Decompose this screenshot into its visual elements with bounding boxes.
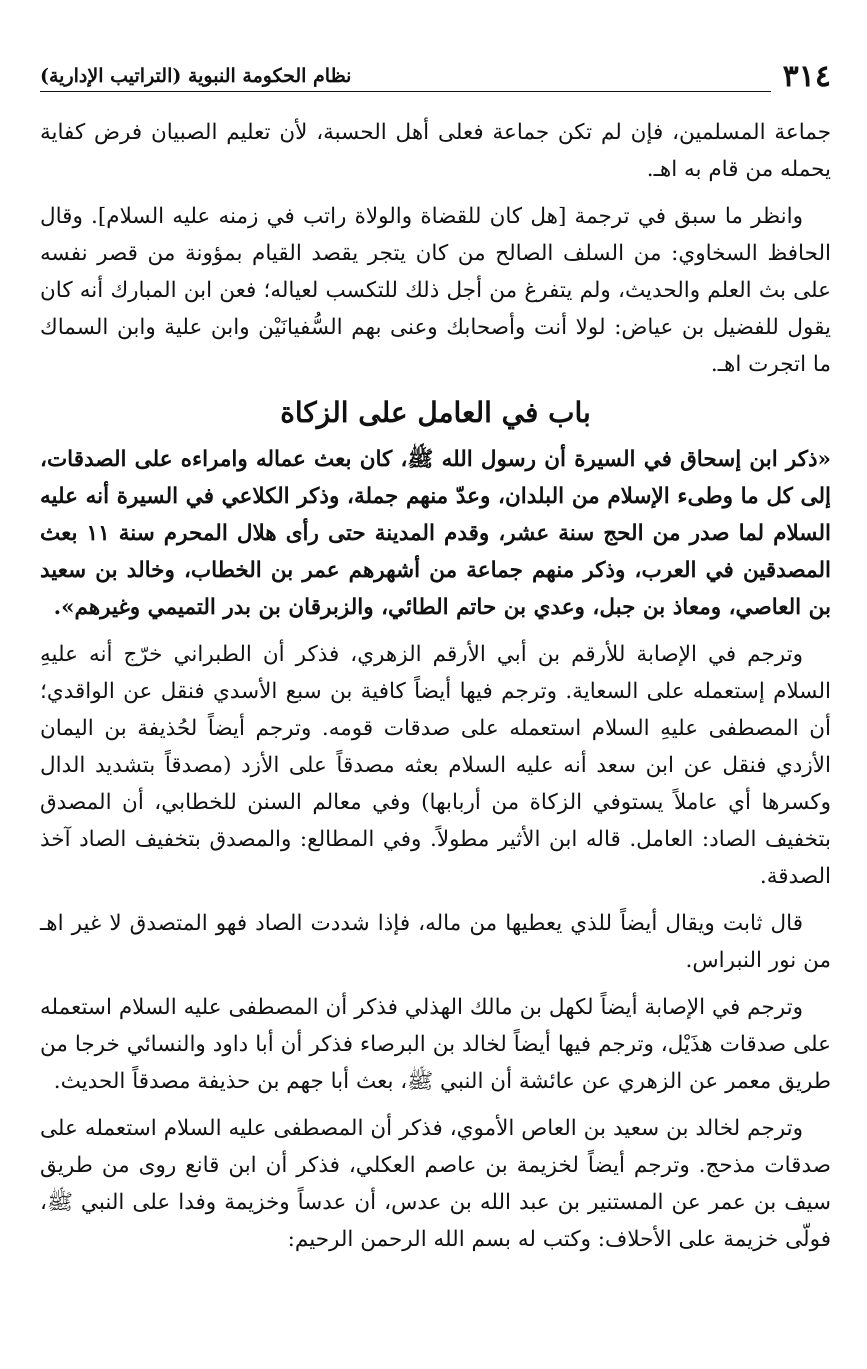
page-body	[40, 114, 831, 1258]
paragraph-1: جماعة المسلمين، فإن لم تكن جماعة فعلى أهل الحسبة، لأن تعليم الصبيان فرض كفاية يحمله من قام به اهـ.	[40, 120, 831, 182]
paragraph-3: وترجم في الإصابة للأرقم بن أبي الأرقم الزهري، فذكر أن الطبراني خرّج أنه عليهِ السلام إستعمله على السعاية. وترجم فيها أيضاً كافية بن سبع الأسدي فنقل عن الواقدي؛ أن المصطفى عليهِ السلام استعمله على صدقات قومه. وترجم أيضاً لحُذيفة بن اليمان الأزدي فنقل عن ابن سعد أنه عليه السلام بعثه مصدقاً على الأزد (مصدقاً بتشديد الدال وكسرها أي عاملاً يستوفي الزكاة من أربابها) وفي معالم السنن للخطابي، أن المصدق بتخفيف الصاد: العامل. قاله ابن الأثير مطولاً. وفي المطالع: والمصدق بتخفيف الصاد آخذ الصدقة.	[40, 642, 831, 889]
page-number: ٣١٤	[782, 59, 831, 94]
paragraph-4: قال ثابت ويقال أيضاً للذي يعطيها من ماله، فإذا شددت الصاد فهو المتصدق لا غير اهـ من نور النبراس.	[40, 911, 831, 973]
section-title: باب في العامل على الزكاة	[280, 396, 591, 429]
paragraph-2: وانظر ما سبق في ترجمة [هل كان للقضاة والولاة راتب في زمنه عليه السلام]. وقال الحافظ السخاوي: من السلف الصالح من كان يتجر يقصد القيام بمؤونة من قصر نفسه على بث العلم والحديث، ولم يتفرغ من أجل ذلك للتكسب لعياله؛ فعن ابن المبارك أنه كان يقول للفضيل بن عياض: لولا أنت وأصحابك وعنى بهم السُّفيانَيْن وابن علية وابن السماك ما اتجرت اهـ.	[40, 204, 831, 377]
page-header	[40, 48, 831, 92]
running-title: نظام الحكومة النبوية (التراتيب الإدارية)	[40, 65, 771, 92]
quoted-passage: «ذكر ابن إسحاق في السيرة أن رسول الله ﷺ، كان بعث عماله وامراءه على الصدقات، إلى كل ما وطىء الإسلام من البلدان، وعدّ منهم جملة، وذكر الكلاعي في السيرة أنه عليه السلام لما صدر من الحج سنة عشر، وقدم المدينة حتى رأى هلال المحرم سنة ١١ بعث المصدقين في العرب، وذكر منهم جماعة من أشهرهم عمر بن الخطاب، وخالد بن سعيد بن العاصي، ومعاذ بن جبل، وعدي بن حاتم الطائي، والزبرقان بن بدر التميمي وغيرهم».	[40, 447, 832, 620]
paragraph-6: وترجم لخالد بن سعيد بن العاص الأموي، فذكر أن المصطفى عليه السلام استعمله على صدقات مذحج. وترجم أيضاً لخزيمة بن عاصم العكلي، فذكر أن ابن قانع روى من طريق سيف بن عمر عن المستنير بن عبد الله بن عدس، أن عدساً وخزيمة وفدا على النبي ﷺ، فولّى خزيمة على الأحلاف: وكتب له بسم الله الرحمن الرحيم:	[40, 1116, 831, 1252]
paragraph-5: وترجم في الإصابة أيضاً لكهل بن مالك الهذلي فذكر أن المصطفى عليه السلام استعمله على صدقات هذَيْل، وترجم فيها أيضاً لخالد بن البرصاء فذكر أن أبا داود والنسائي خرجا من طريق معمر عن الزهري عن عائشة أن النبي ﷺ، بعث أبا جهم بن حذيفة مصدقاً الحديث.	[40, 995, 831, 1094]
